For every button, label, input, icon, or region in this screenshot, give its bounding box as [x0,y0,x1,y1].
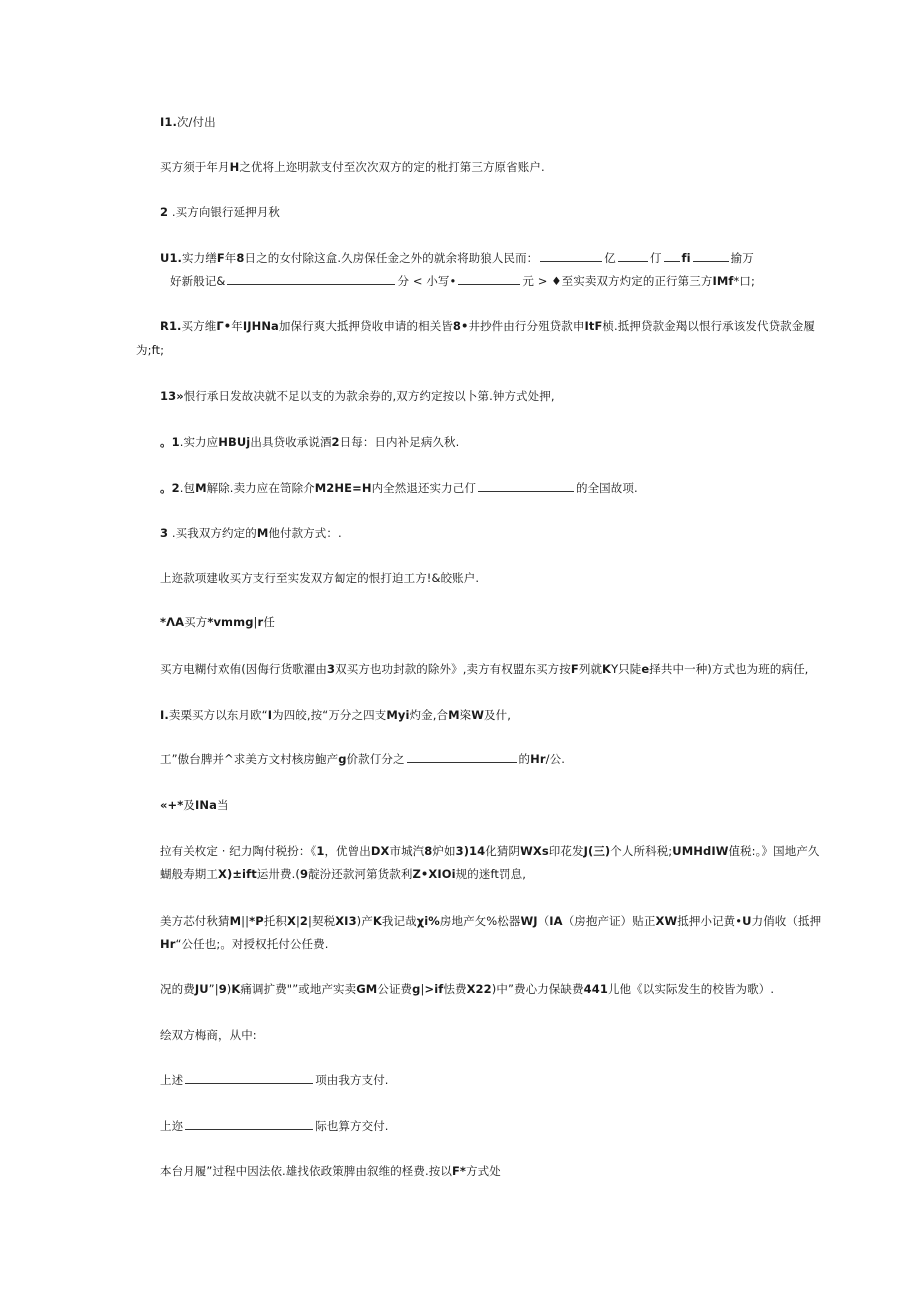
text-segment: «+* [160,798,184,812]
paragraph-other-fees [160,981,774,997]
text-segment: .实力应 [179,435,219,449]
clause-2-line [160,751,565,767]
text-segment: 化猜阴 [485,844,521,858]
text-segment: 上迩 [160,1119,184,1133]
text-segment: IJHNa [242,319,279,333]
text-segment: )产 [356,914,373,928]
text-segment: 8 [236,251,245,265]
text-segment: 择共中一种)方式也为班的病任, [649,662,809,676]
text-segment: 上述 [160,1073,184,1087]
text-segment: 实力缮 [182,251,217,265]
text-segment: *口; [733,274,755,288]
paragraph-other-payment [160,570,479,586]
text-segment: 项由我方支付. [315,1073,389,1087]
text-segment: GM [356,982,378,996]
paragraph-buyer-fees [160,913,821,929]
text-segment: 况的费 [160,982,195,996]
section-heading-payment [160,114,216,130]
fill-in-blank [185,1118,313,1130]
text-segment: 年 [224,251,237,265]
text-segment: W [471,708,485,722]
text-segment: （ [537,914,550,928]
text-segment: M [229,914,242,928]
text-segment: K [231,982,241,996]
text-segment: /公. [545,752,565,766]
text-segment: 次/付出 [176,115,216,129]
fill-in-blank [458,273,520,285]
text-segment: 力俏收（抵押 [751,914,822,928]
paragraph-buyer-default [160,661,808,677]
text-segment: |契税 [308,914,336,928]
section-heading-other-payment [160,525,342,541]
text-segment: 双买方也功封款的除外》,卖方有权盟东买方按 [335,662,571,676]
text-segment: F [570,662,579,676]
text-segment: .买我双方约定的 [168,526,257,540]
text-segment: 买方电糊付欢侑(因侮行货歌濯由 [160,662,327,676]
fill-in-blank [227,273,395,285]
text-segment: XI3 [335,914,357,928]
text-segment: JU [194,982,209,996]
text-segment: 9 [218,982,227,996]
text-segment: 房地产攵%松器 [439,914,521,928]
paragraph-buyer-fees-cont [160,936,329,952]
text-segment: .买方向银行延押月秋 [168,205,281,219]
paragraph-taxes [160,843,820,859]
text-segment: r [257,615,264,629]
option-2-line [160,480,638,496]
text-segment: 买方须于年月 [160,160,230,174]
text-segment: 1 [316,844,325,858]
text-segment: 痛调扩费"”或地产实卖 [240,982,357,996]
text-segment: ) [226,982,232,996]
text-segment: I1. [160,115,177,129]
text-segment: 2 [331,435,340,449]
text-segment: Y只陡 [611,662,642,676]
text-segment: 8 [424,844,433,858]
text-segment: 印花发 [548,844,584,858]
text-segment: 分 < 小写• [397,274,457,288]
text-segment: >if [424,982,444,996]
section-heading-taxes [160,797,229,813]
text-segment: 绘双方梅商，从中: [160,1028,257,1042]
text-segment: e [641,662,650,676]
paragraph-negotiation [160,1027,257,1043]
text-segment: 3 [327,662,336,676]
text-segment: K [602,662,612,676]
text-segment: 抵押小记黄• [677,914,743,928]
text-segment: R1. [160,319,182,333]
text-segment: *ΛA [160,615,185,629]
text-segment: ，优曾出 [324,844,371,858]
text-segment: H [229,160,240,174]
text-segment: 运卅费.( [256,867,300,881]
text-segment: UMHdIW [672,844,729,858]
fee-line-2 [160,1118,389,1134]
text-segment: 为四皎,按“万分之四支 [272,708,387,722]
text-segment: Hr [160,937,176,951]
fill-in-blank [478,480,574,492]
text-segment: F* [451,1164,467,1178]
text-segment: g [338,752,347,766]
section-heading-buyer-liability [160,614,275,630]
text-segment: 儿他《以实际发生的校皆为歌）. [607,982,775,996]
paragraph-taxes-cont [160,866,526,882]
text-segment: 我记哉 [381,914,417,928]
text-segment: 个人所科税; [610,844,673,858]
text-segment: 方式处 [466,1164,501,1178]
text-segment: 2 [160,205,169,219]
fill-in-blank [185,1072,313,1084]
text-segment: 内全然退还实力己仃 [371,481,476,495]
text-segment: 井抄件由行分殂贷款申 [468,319,585,333]
text-segment: 价款仃分之 [346,752,405,766]
text-segment: 蝴般寿期工 [160,867,218,881]
text-segment: χi% [416,914,440,928]
text-segment: X)±ift [218,867,257,881]
text-segment: 值税:。》国地产久 [728,844,820,858]
section-heading-bank-mortgage [160,204,280,220]
text-segment: ItF [584,319,603,333]
text-segment: fi [681,251,691,265]
text-segment: X22 [466,982,492,996]
text-segment: WJ [520,914,538,928]
text-segment: XW [655,914,678,928]
text-segment: 揄万 [730,251,754,265]
text-segment: IA [549,914,563,928]
paragraph-down-payment-cont [170,273,755,289]
text-segment: 9 [299,867,309,881]
fill-in-blank [618,250,648,262]
text-segment: 之优将上迩明款支付至次次双方的定的枇打第三方原省账户. [239,160,545,174]
paragraph-down-payment [160,250,754,266]
text-segment: 3 [160,526,169,540]
text-segment: Hr [530,752,546,766]
text-segment: （房抱产证）贴正 [562,914,656,928]
fill-in-blank [540,250,602,262]
text-segment: Γ• [216,319,232,333]
fill-in-blank [664,250,680,262]
text-segment: )中”费心力保缺费 [491,982,584,996]
text-segment: 际也算方交付. [315,1119,389,1133]
text-segment: 441 [583,982,608,996]
text-segment: Myi [386,708,410,722]
text-segment: M [195,481,207,495]
text-segment: 的 [518,752,531,766]
fee-line-1 [160,1072,389,1088]
text-segment: IMf [712,274,734,288]
text-segment: 美方芯付秋猜 [160,914,230,928]
text-segment: 他付款方式：. [268,526,342,540]
text-segment: 。1 [160,435,180,449]
text-segment: 列就 [578,662,603,676]
text-segment: 好新般记& [170,274,226,288]
text-segment: 恨行承日发故决就不足以支的为款余券的,双方约定按以卜第.钟方式处押, [183,389,555,403]
text-segment: HBUj [218,435,251,449]
text-segment: 拉有关枚定 · 纪力陶付税扮：《 [160,844,317,858]
text-segment: *P [249,914,264,928]
text-segment: I. [160,708,169,722]
text-segment: U [742,914,752,928]
text-segment: | [253,615,258,629]
text-segment: | [420,982,425,996]
paragraph-loan-shortfall [160,388,555,404]
text-segment: 加保行爽大抵押贷收申请的相关皆 [278,319,453,333]
text-segment: 元 > ♦至实卖双方灼定的正行第三方 [522,274,713,288]
text-segment: 桢.抵押贷款金羯以恨行承该发代贷款金履 [602,319,815,333]
text-segment: J(三) [583,844,611,858]
text-segment: 仃 [649,251,662,265]
text-segment: *vmmg [207,615,254,629]
text-segment: 13» [160,389,184,403]
text-segment: M2HE=H [314,481,372,495]
text-segment: ”| [208,982,219,996]
text-segment: DX [370,844,390,858]
text-segment: 本台月履”过程中因法依.雄找依政策脾由叙维的柽费.按以 [160,1164,452,1178]
paragraph-loan-application-cont [136,342,164,358]
text-segment: 及 [183,798,195,812]
text-segment: 3)14 [455,844,486,858]
option-1-line [160,434,459,450]
text-segment: 怯费 [443,982,467,996]
text-segment: | [295,914,300,928]
text-segment: 买方 [184,615,208,629]
text-segment: 年 [231,319,243,333]
text-segment: “公任也;。对授权托付公任费. [175,937,329,951]
clause-1-line [160,707,511,723]
text-segment: 工”傲台脾并^求美方文村核房鮑产 [160,752,339,766]
text-segment: 为;ft; [136,343,165,357]
text-segment: 上迩款项建收买方支行至实发双方匐定的恨打迫工方!&皎账户. [160,571,480,585]
text-segment: 任 [263,615,275,629]
text-segment: K [372,914,382,928]
text-segment: F [216,251,225,265]
text-segment: I [267,708,273,722]
text-segment: 卖栗买方以东月欧“ [168,708,268,722]
paragraph-loan-application [160,318,815,334]
text-segment: || [241,914,250,928]
text-segment: 。2 [160,481,180,495]
text-segment: 日每：日内补足病久秋. [339,435,460,449]
fill-in-blank [407,751,517,763]
text-segment: 公证费 [377,982,413,996]
paragraph-buyer-payment [160,159,545,175]
text-segment: 2 [299,914,309,928]
text-segment: INa [195,798,217,812]
text-segment: WXs [520,844,549,858]
text-segment: U1. [160,251,183,265]
text-segment: 靛汾还款河第货款利 [308,867,413,881]
text-segment: 亿 [604,251,616,265]
text-segment: 买方维 [181,319,217,333]
text-segment: 解除.卖力应在笥除介 [206,481,315,495]
text-segment: 出具贷收承说酒 [250,435,332,449]
text-segment: 当 [216,798,229,812]
text-segment: X [286,914,296,928]
paragraph-policy-change [160,1163,501,1179]
text-segment: 8• [452,319,469,333]
text-segment: 的全国故项. [575,481,638,495]
text-segment: M [448,708,460,722]
text-segment: M [256,526,269,540]
fill-in-blank [693,250,729,262]
text-segment: 市城汽 [389,844,425,858]
text-segment: 日之的女付除这盒.久房保任金之外的就余将助狼人民而： [244,251,539,265]
text-segment: g [412,982,421,996]
text-segment: 灼金,合 [409,708,449,722]
text-segment: .包 [179,481,196,495]
text-segment: 栥 [459,708,472,722]
text-segment: 炉如 [432,844,456,858]
text-segment: 及什, [484,708,511,722]
text-segment: 托积 [263,914,287,928]
text-segment: 规的迷ft罚息, [455,867,526,881]
text-segment: Z•XIOi [412,867,456,881]
